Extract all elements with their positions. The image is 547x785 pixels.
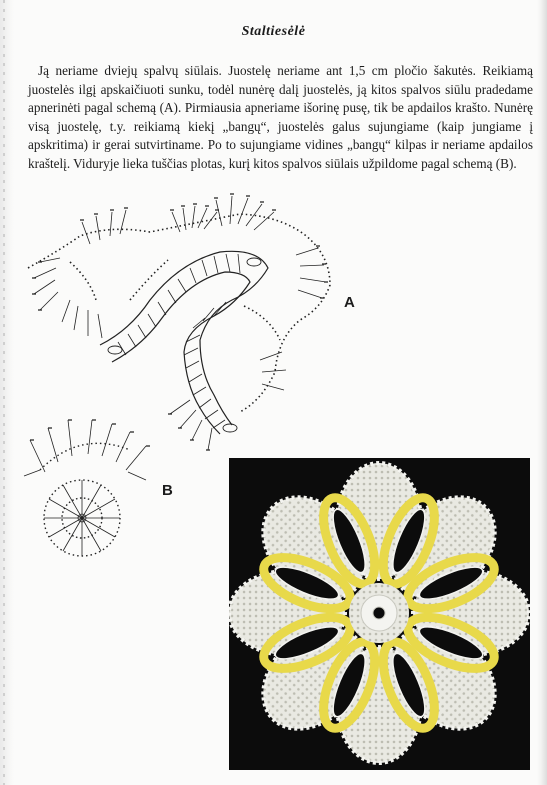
instructions-paragraph: Ją neriame dviejų spalvų siūlais. Juostelę neriame ant 1,5 cm pločio šakutės. Reikiamą juostelės ilgį apskaičiuoti sunku, todėl nunėrę dalį juostelės, ją kitos spalvos siūlu pradedame apnerinėti pagal schemą (A). Pirmiausia apneriame išorinę pusę, tik be apdailos krašto. Nunėrę visą juostelę, t.y. reikiamą kiekį „bangų“, juostelės galus sujungiame (kaip jungiame į apskritima) ir gerai sutvirtiname. Po to sujungiame vidines „bangų“ kilpas ir neriame apdailos kraštelį. Viduryje lieka tuščias plotas, kurį kitos spalvos siūlais užpildome pagal schemą (B). [28,63,533,171]
schematic-b [24,420,150,556]
page-title: Staltiesėlė [241,24,306,39]
diagram-label-a: A [344,294,355,311]
diagram-label-b: B [162,482,173,499]
schematic-a [28,194,330,450]
doily-photo [229,458,530,770]
doily-illustration [229,458,530,770]
